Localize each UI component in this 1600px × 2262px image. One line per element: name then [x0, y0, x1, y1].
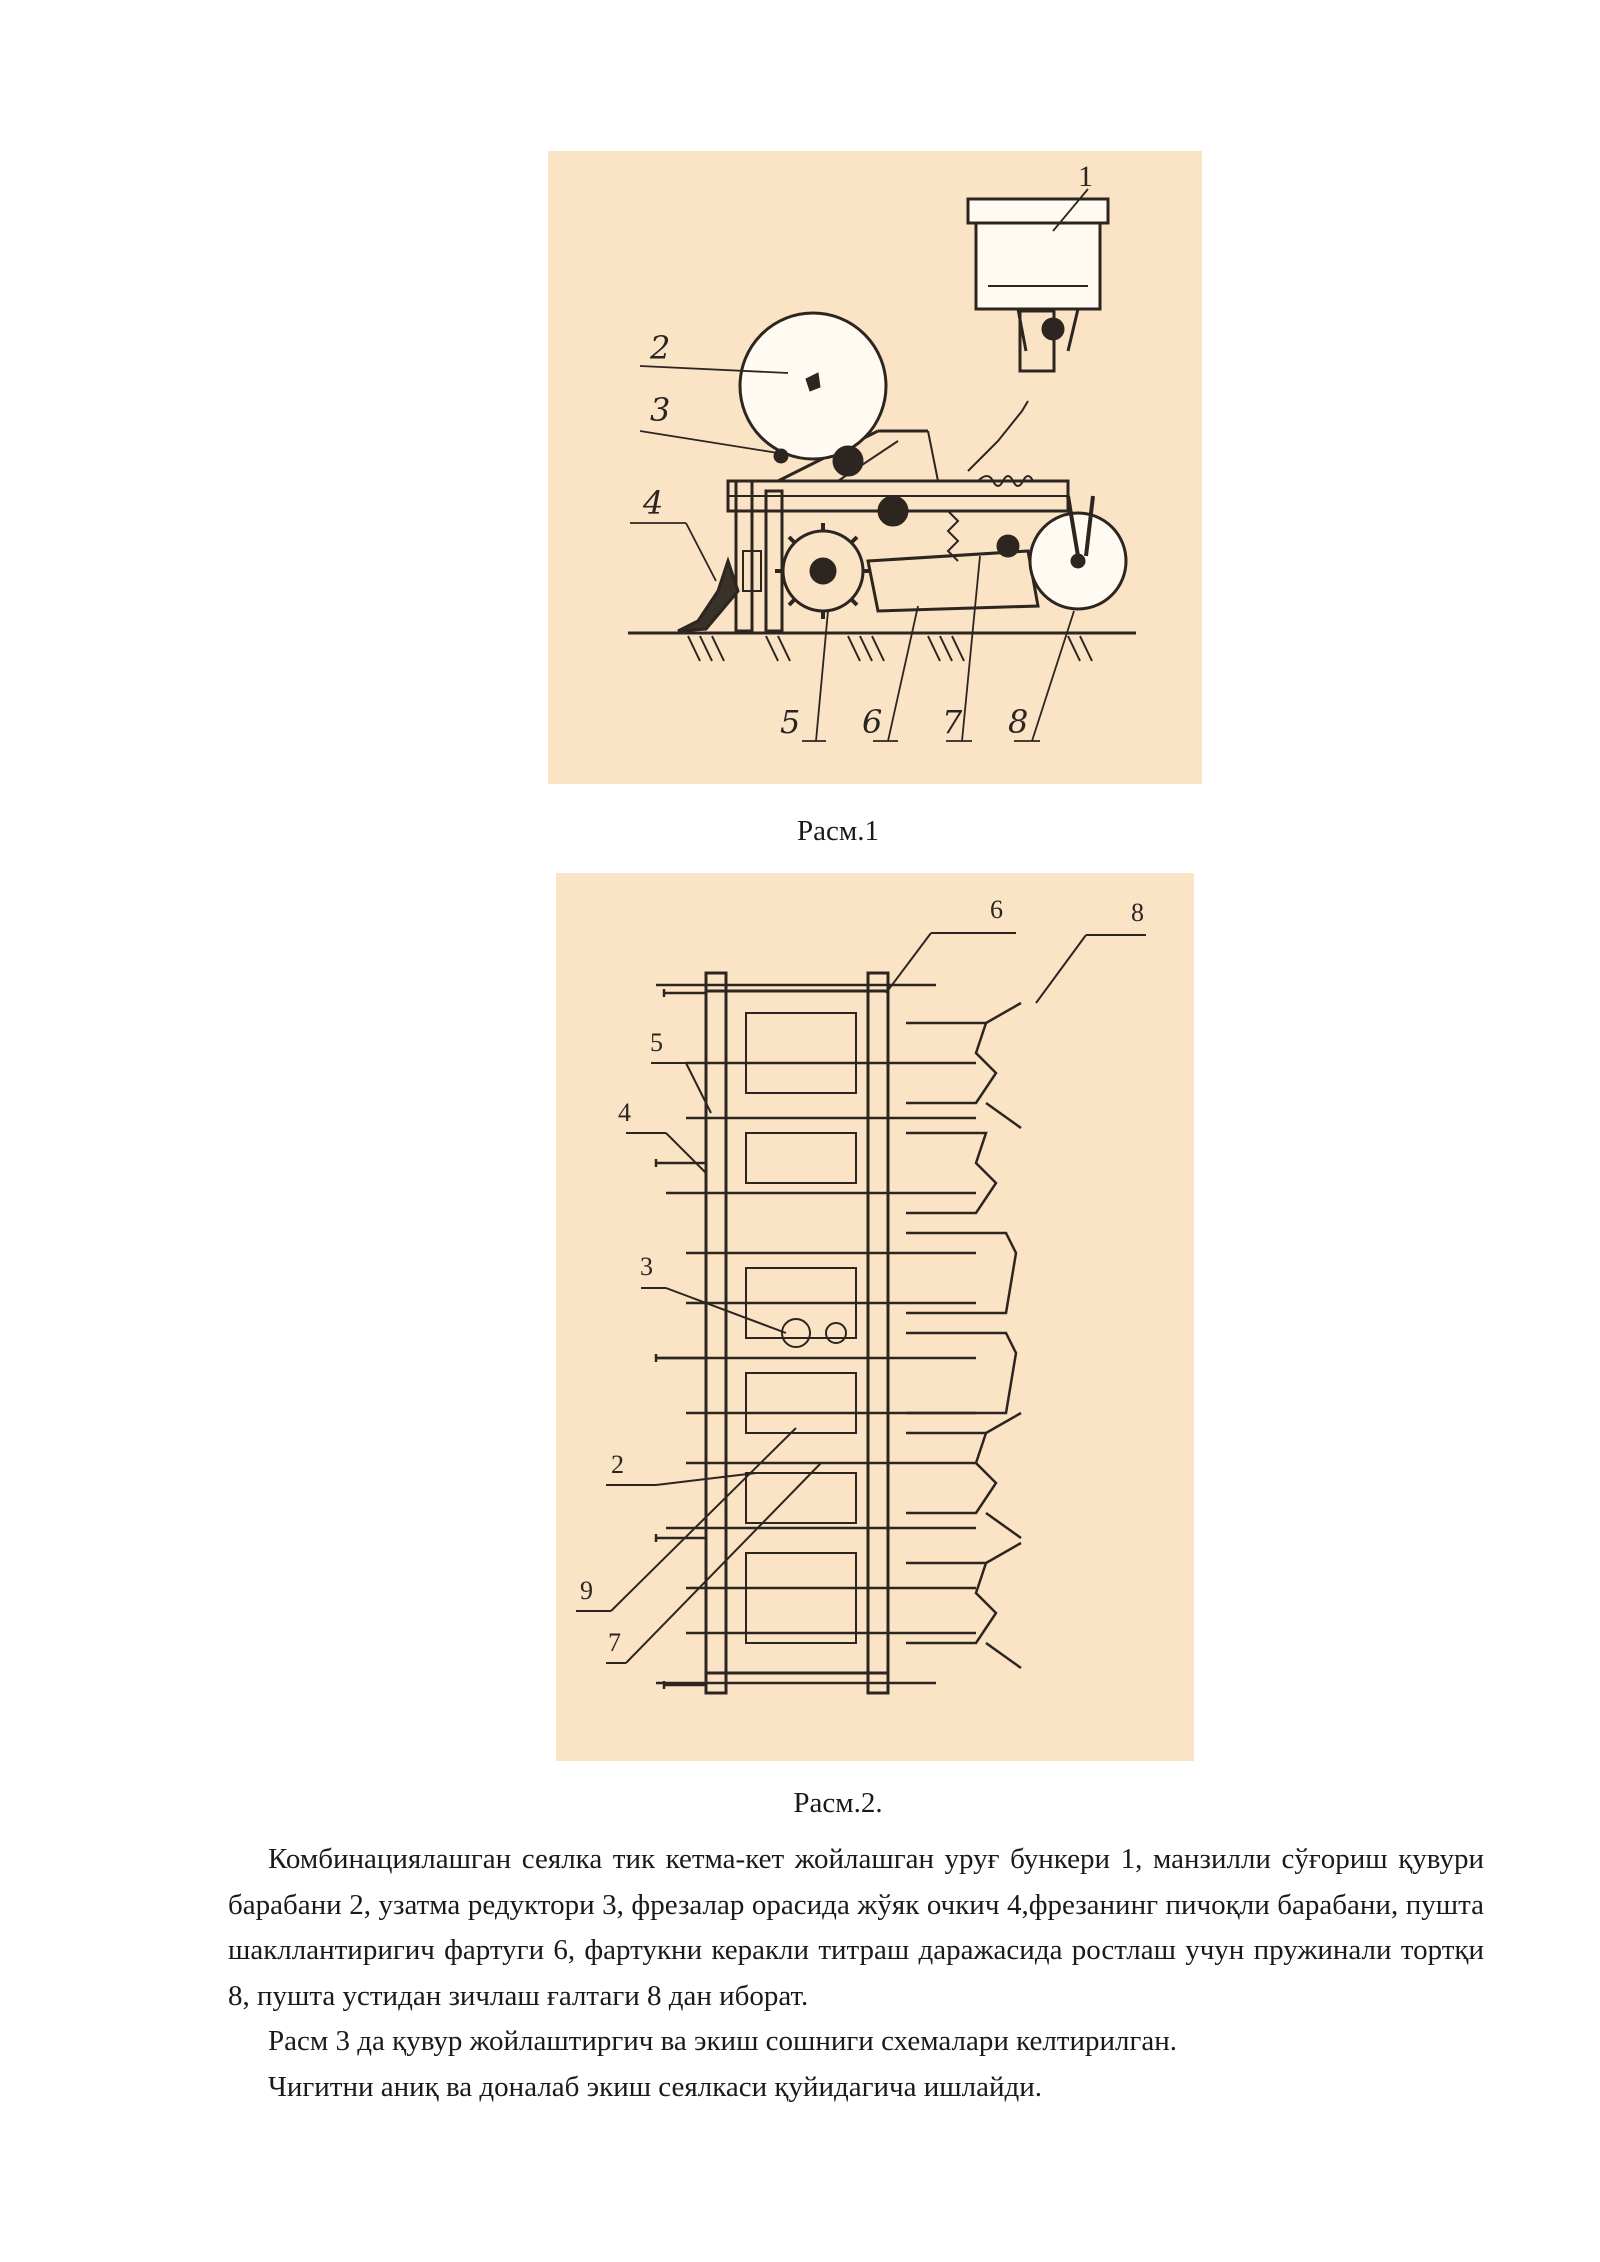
label-7: 7 [608, 1628, 621, 1657]
label-5: 5 [650, 1028, 663, 1057]
figure-2-drawing [556, 873, 1194, 1761]
seed-hopper [968, 199, 1108, 309]
label-7: 7 [942, 703, 963, 741]
label-6: 6 [990, 895, 1003, 924]
label-2: 2 [650, 329, 671, 367]
label-1: 1 [1078, 160, 1093, 193]
figure-2-plan-view-drawing [556, 873, 1194, 1761]
spring-rod [968, 401, 1028, 471]
body-text [228, 1837, 1484, 2110]
label-8: 8 [1131, 898, 1144, 927]
label-4: 4 [618, 1098, 631, 1127]
label-5: 5 [780, 703, 801, 741]
label-3: 3 [650, 391, 671, 429]
paragraph-1: Комбинациялашган сеялка тик кетма-кет жойлашган уруғ бункери 1, манзилли сўғориш қувури барабани 2, узатма редуктори 3, фрезалар орасида жўяк очкич 4,фрезанинг пичоқли барабани, пушта шакллантиригич фартуги 6, фартукни керакли титраш даражасида ростлаш учун пружинали тортқи 8, пушта устидан зичлаш ғалтаги 8 дан иборат. [228, 1843, 1484, 2012]
figure-1-drawing [548, 151, 1202, 784]
paragraph-2: Расм 3 да қувур жойлаштиргич ва экиш сошниги схемалари келтирилган. [268, 2025, 1178, 2057]
label-9: 9 [580, 1576, 593, 1605]
ground-hatching [688, 636, 1092, 661]
figure-1-side-view-drawing [548, 151, 1202, 784]
label-8: 8 [1008, 703, 1029, 741]
figure-2-caption: Расм.2. [793, 1787, 883, 1819]
gearbox [834, 447, 862, 475]
aprons-rollers [906, 1003, 1021, 1668]
apron [868, 551, 1038, 611]
main-beam [868, 973, 888, 1693]
sowing-units [746, 1013, 856, 1643]
furrow-opener [678, 561, 738, 631]
label-3: 3 [640, 1252, 653, 1281]
paragraph-3: Чигитни аниқ ва доналаб экиш сеялкаси қуйидагича ишлайди. [268, 2070, 1042, 2103]
label-4: 4 [643, 484, 664, 522]
label-6: 6 [862, 703, 883, 741]
label-2: 2 [611, 1450, 624, 1479]
main-beam [706, 973, 726, 1693]
figure-1-caption: Расм.1 [797, 815, 879, 847]
